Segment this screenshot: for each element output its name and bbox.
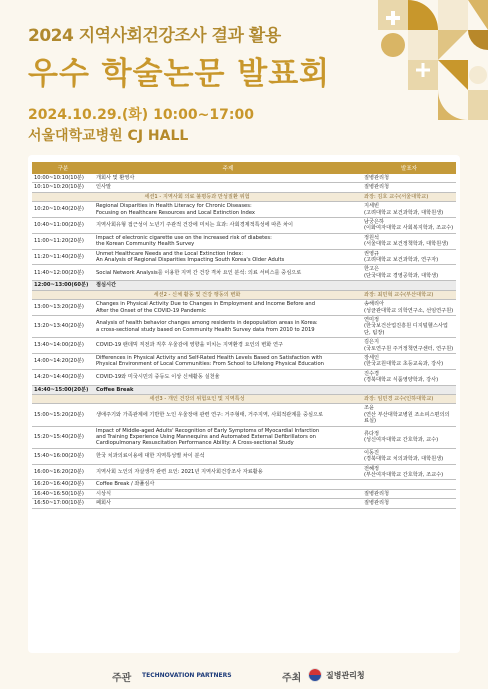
- speaker-line: (한국교원대학교 초등교육과, 강사): [364, 361, 444, 368]
- topic-line: 폐회사: [96, 500, 112, 507]
- row-time: 10:40~11:00(20분): [32, 218, 94, 234]
- header-speaker: 발표자: [362, 162, 456, 174]
- speaker-line: 전혜정: [364, 465, 380, 472]
- row-speaker: [362, 369, 456, 385]
- row-speaker: [362, 338, 456, 354]
- row-time: 10:20~10:40(20분): [32, 202, 94, 218]
- topic-line: a cross-sectional study based on Community Health Survey data from 2010 to 2019: [96, 326, 315, 333]
- topic-line: 지역사회 노인의 자살생각 관련 요인: 2021년 지역사회건강조사 자료활용: [96, 468, 263, 475]
- speaker-line: 한고은: [364, 266, 380, 273]
- header-topic: 주제: [94, 162, 362, 174]
- row-time: 13:40~14:00(20분): [32, 338, 94, 354]
- topic-line: Impact of electronic cigarette use on the increased risk of diabetes:: [96, 234, 272, 241]
- speaker-line: (성균관대학교 의학연구소, 선임연구원): [364, 307, 454, 314]
- speaker-line: (이화여자대학교 사회복지학과, 조교수): [364, 225, 454, 232]
- program-row: [32, 426, 456, 448]
- row-topic: [94, 353, 362, 369]
- row-speaker: [362, 300, 456, 316]
- topic-line: COVID-19 팬데믹 직전과 직후 우울감에 영향을 미치는 지역환경 요인의 변화 연구: [96, 342, 283, 349]
- row-topic: [94, 499, 362, 508]
- speaker-line: 질병관리청: [364, 175, 390, 181]
- program-row: [32, 448, 456, 464]
- row-topic: [94, 489, 362, 498]
- footer: [0, 664, 488, 689]
- row-topic: [94, 404, 362, 426]
- row-time: 11:20~11:40(20분): [32, 249, 94, 265]
- speaker-line: 질병관리청: [364, 500, 390, 507]
- speaker-line: 질병관리청: [364, 184, 390, 191]
- row-topic: [94, 265, 362, 281]
- speaker-line: (고려대학교 보건과학과, 연구자): [364, 257, 439, 264]
- host-label: 주최: [282, 673, 302, 684]
- speaker-line: 권영규: [364, 250, 380, 257]
- speaker-line: 조윤: [364, 405, 375, 412]
- break-row: [32, 281, 456, 290]
- header-time: 구분: [32, 162, 94, 174]
- speaker-line: (서울대학교 보건정책학과, 대학원생): [364, 241, 449, 248]
- topic-line: Social Network Analysis를 이용한 지역 간 건강 격차 요인 분석: 의료 서비스를 중심으로: [96, 269, 302, 276]
- program-row: [32, 233, 456, 249]
- row-time: 14:20~14:40(20분): [32, 369, 94, 385]
- topic-line: and Training Experience Using Mannequins and Automated External Defibrillators on: [96, 434, 316, 440]
- topic-line: 개회사 및 환영사: [96, 175, 135, 181]
- break-time: 14:40~15:00(20분): [32, 385, 94, 394]
- speaker-line: (경북대학교 식품영양학과, 강사): [364, 377, 439, 384]
- host-name: 질병관리청: [326, 671, 365, 680]
- row-time: 13:00~13:20(20분): [32, 300, 94, 316]
- row-time: 16:50~17:00(10분): [32, 499, 94, 508]
- break-label: 점심시간: [94, 281, 456, 290]
- topic-line: Differences in Physical Activity and Self-Rated Health Levels Based on Satisfaction with: [96, 354, 323, 361]
- speaker-line: 진수경: [364, 370, 380, 377]
- topic-line: Cardiopulmonary Resuscitation Performance Ability: A Cross-sectional Study: [96, 440, 294, 447]
- row-speaker: [362, 233, 456, 249]
- row-speaker: [362, 426, 456, 448]
- organizer-label: 주관: [112, 673, 132, 684]
- kdca-emblem-icon: [308, 668, 322, 682]
- program-row: [32, 338, 456, 354]
- row-time: 16:00~16:20(20분): [32, 464, 94, 480]
- speaker-line: (고려대학교 보건과학과, 대학원생): [364, 209, 444, 216]
- row-time: 13:20~13:40(20분): [32, 315, 94, 337]
- topic-line: Focusing on Healthcare Resources and Local Extinction Index: [96, 209, 255, 216]
- row-topic: [94, 202, 362, 218]
- row-topic: [94, 174, 362, 183]
- topic-line: COVID-19와 미국시민의 중등도 이상 신체활동 실천율: [96, 373, 220, 380]
- title-line-2: 우수 학술논문 발표회: [28, 56, 331, 92]
- break-time: 16:20~16:40(20분): [32, 480, 94, 489]
- row-topic: [94, 233, 362, 249]
- row-speaker: [362, 218, 456, 234]
- row-topic: [94, 218, 362, 234]
- topic-line: 지역사회유형 접근성이 노년기 주관적 건강에 미치는 효과: 사회경제적특성에 따른 차이: [96, 222, 293, 229]
- speaker-line: 김은지: [364, 339, 380, 346]
- speaker-line: 류다정: [364, 430, 380, 437]
- break-label: Coffee Break / 좌풀심사: [94, 480, 456, 489]
- row-time: 15:20~15:40(20분): [32, 426, 94, 448]
- row-topic: [94, 315, 362, 337]
- row-time: 15:00~15:20(20분): [32, 404, 94, 426]
- row-speaker: [362, 202, 456, 218]
- topic-line: Physical Environment of Local Communities: From School to Lifelong Physical Education: [96, 361, 324, 368]
- row-speaker: [362, 315, 456, 337]
- organizer-logo: TECHNOVATION PARTNERS: [142, 672, 232, 679]
- speaker-line: (부산여자대학교 간호학과, 조교수): [364, 472, 444, 479]
- row-speaker: [362, 448, 456, 464]
- program-row: [32, 369, 456, 385]
- session-title: 세션3 - 개인 건강의 위험요인 및 지역특성: [32, 394, 362, 403]
- speaker-line: 송해리아: [364, 301, 385, 308]
- row-speaker: [362, 174, 456, 183]
- speaker-line: (국토연구원 주거정책연구센터, 연구원): [364, 345, 454, 352]
- topic-line: the Korean Community Health Survey: [96, 241, 195, 248]
- session-title: 세션1 - 지역사회 의료 불평등과 만성질환 위험: [32, 192, 362, 201]
- program-row: [32, 202, 456, 218]
- program-row: [32, 315, 456, 337]
- speaker-line: 연미정: [364, 316, 380, 323]
- speaker-line: 정원석: [364, 234, 380, 241]
- topic-line: 한국 치과의료이용에 대한 지역특성별 차이 분석: [96, 453, 205, 460]
- row-speaker: [362, 265, 456, 281]
- row-speaker: [362, 464, 456, 480]
- speaker-line: (성신여자대학교 간호학과, 교수): [364, 437, 439, 444]
- program-row: [32, 249, 456, 265]
- row-speaker: [362, 489, 456, 498]
- program-row: [32, 183, 456, 192]
- row-topic: [94, 426, 362, 448]
- row-speaker: [362, 183, 456, 192]
- speaker-line: (단국대학교 경영공학과, 대학생): [364, 272, 439, 279]
- break-row: [32, 480, 456, 489]
- decorative-pattern: [378, 0, 488, 120]
- program-row: [32, 174, 456, 183]
- session-row: [32, 394, 456, 403]
- session-chair: 좌장: 최민혁 교수(부산대학교): [362, 290, 456, 299]
- program-row: [32, 218, 456, 234]
- session-chair: 좌장: 임민경 교수(인하대학교): [362, 394, 456, 403]
- program-row: [32, 464, 456, 480]
- session-chair: 좌장: 김호 교수(서울대학교): [362, 192, 456, 201]
- speaker-line: 지세빈: [364, 203, 380, 210]
- row-topic: [94, 249, 362, 265]
- program-row: [32, 300, 456, 316]
- topic-line: 시상식: [96, 490, 112, 497]
- topic-line: Unmet Healthcare Needs and the Local Extinction Index:: [96, 250, 244, 257]
- event-venue: 서울대학교병원 CJ HALL: [28, 128, 189, 144]
- row-topic: [94, 338, 362, 354]
- row-topic: [94, 448, 362, 464]
- break-time: 12:00~13:00(60분): [32, 281, 94, 290]
- topic-line: After the Onset of the COVID-19 Pandemic: [96, 307, 207, 314]
- break-label: Coffee Break: [94, 385, 456, 394]
- topic-line: Impact of Middle-aged Adults' Recognition of Early Symptoms of Myocardial Infarction: [96, 427, 320, 434]
- program-panel: [28, 155, 460, 653]
- row-speaker: [362, 404, 456, 426]
- speaker-line: 이동진: [364, 449, 380, 456]
- row-topic: [94, 300, 362, 316]
- program-row: [32, 353, 456, 369]
- topic-line: Analysis of health behavior changes among residents in depopulation areas in Korea:: [96, 320, 318, 327]
- speaker-line: 질병관리청: [364, 490, 390, 497]
- speaker-line: (한국보건산업진흥원 디지털헬스사업단, 팀장): [364, 323, 448, 336]
- topic-line: Regional Disparities in Health Literacy for Chronic Diseases:: [96, 203, 252, 210]
- row-topic: [94, 183, 362, 192]
- row-time: 15:40~16:00(20분): [32, 448, 94, 464]
- program-row: [32, 404, 456, 426]
- row-time: 16:40~16:50(10분): [32, 489, 94, 498]
- session-row: [32, 290, 456, 299]
- row-topic: [94, 464, 362, 480]
- speaker-line: (연산 부산대학교병원 조소피스편의의료실): [364, 411, 450, 425]
- topic-line: An Analysis of Regional Disparities Impacting South Korea's Older Adults: [96, 257, 285, 264]
- session-title: 세션2 - 신체 활동 및 건강 행동의 변화: [32, 290, 362, 299]
- row-speaker: [362, 499, 456, 508]
- program-table: [32, 162, 456, 509]
- speaker-line: 장세인: [364, 354, 380, 361]
- topic-line: 인사말: [96, 184, 112, 191]
- break-row: [32, 385, 456, 394]
- row-time: 11:00~11:20(20분): [32, 233, 94, 249]
- topic-line: 생애주기와 가족관계에 기반한 노인 우울장애 관련 연구: 거주형태, 거주지역, 사회적관계를 중심으로: [96, 411, 323, 418]
- row-speaker: [362, 353, 456, 369]
- speaker-line: 남궁은하: [364, 219, 385, 226]
- program-row: [32, 489, 456, 498]
- topic-line: Changes in Physical Activity Due to Changes in Employment and Income Before and: [96, 301, 315, 308]
- row-time: 10:00~10:10(10분): [32, 174, 94, 183]
- session-row: [32, 192, 456, 201]
- program-row: [32, 499, 456, 508]
- program-row: [32, 265, 456, 281]
- row-topic: [94, 369, 362, 385]
- event-date: 2024.10.29.(화) 10:00~17:00: [28, 107, 254, 123]
- table-header-row: [32, 162, 456, 174]
- row-speaker: [362, 249, 456, 265]
- row-time: 14:00~14:20(20분): [32, 353, 94, 369]
- row-time: 11:40~12:00(20분): [32, 265, 94, 281]
- row-time: 10:10~10:20(10분): [32, 183, 94, 192]
- title-line-1: 2024 지역사회건강조사 결과 활용: [28, 26, 281, 46]
- speaker-line: (경북대학교 치의과학과, 대학원생): [364, 456, 444, 463]
